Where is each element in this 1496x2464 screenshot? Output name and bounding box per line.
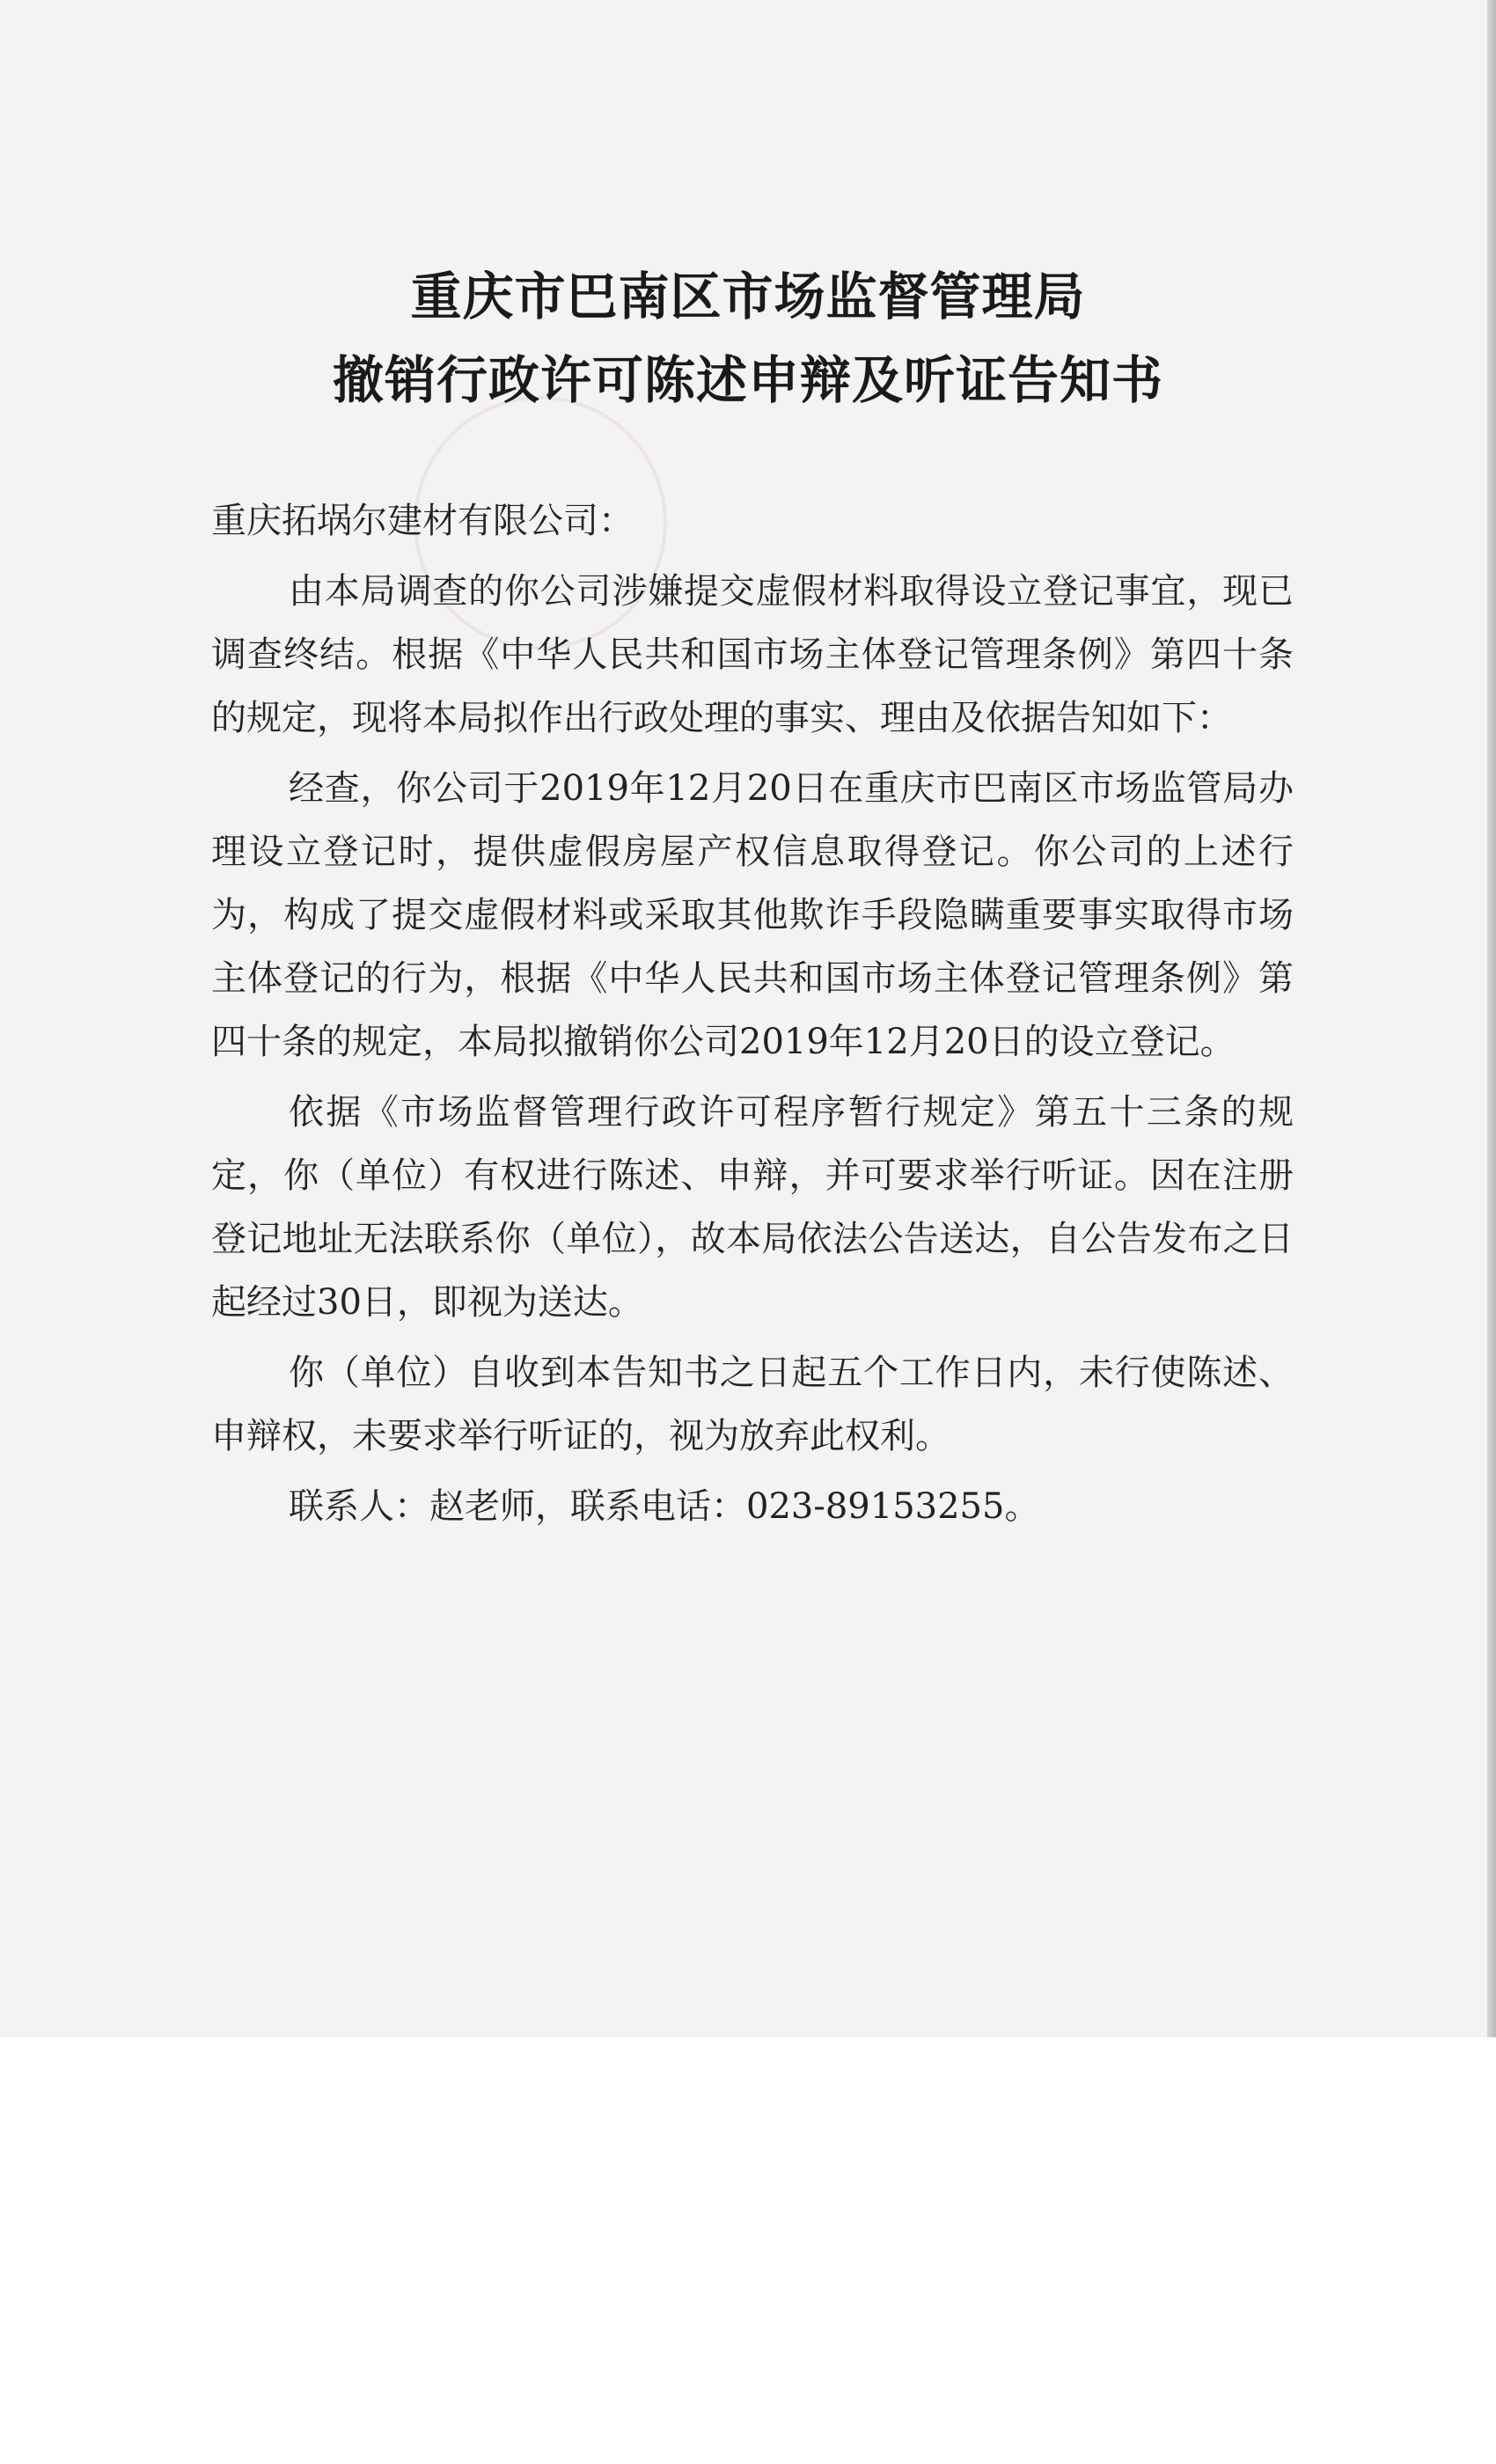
paragraph-deadline: 你（单位）自收到本告知书之日起五个工作日内，未行使陈述、申辩权，未要求举行听证的，视为放弃此权利。 [211, 1353, 1294, 1456]
paragraph-contact: 联系人：赵老师，联系电话：023-89153255。 [289, 1486, 1040, 1527]
paragraph-rights: 依据《市场监督管理行政许可程序暂行规定》第五十三条的规定，你（单位）有权进行陈述、申辩，并可要求举行听证。因在注册登记地址无法联系你（单位），故本局依法公告送达，自公告发布之日起经过30日，即视为送达。 [211, 1092, 1294, 1323]
document-body [211, 489, 1294, 1538]
paragraph-investigation: 由本局调查的你公司涉嫌提交虚假材料取得设立登记事宜，现已调查终结。根据《中华人民共和国市场主体登记管理条例》第四十条的规定，现将本局拟作出行政处理的事实、理由及依据告知如下： [211, 571, 1294, 738]
salutation: 重庆拓埚尔建材有限公司： [211, 501, 634, 541]
paragraph-facts: 经查，你公司于2019年12月20日在重庆市巴南区市场监管局办理设立登记时，提供虚假房屋产权信息取得登记。你公司的上述行为，构成了提交虚假材料或采取其他欺诈手段隐瞒重要事实取得市场主体登记的行为，根据《中华人民共和国市场主体登记管理条例》第四十条的规定，本局拟撤销你公司2019年12月20日的设立登记。 [211, 768, 1294, 1062]
scan-edge-shadow [1487, 0, 1496, 2037]
document-title-line-1: 重庆市巴南区市场监督管理局 [410, 267, 1086, 326]
document-title-line-2: 撤销行政许可陈述申辩及听证告知书 [332, 350, 1163, 410]
